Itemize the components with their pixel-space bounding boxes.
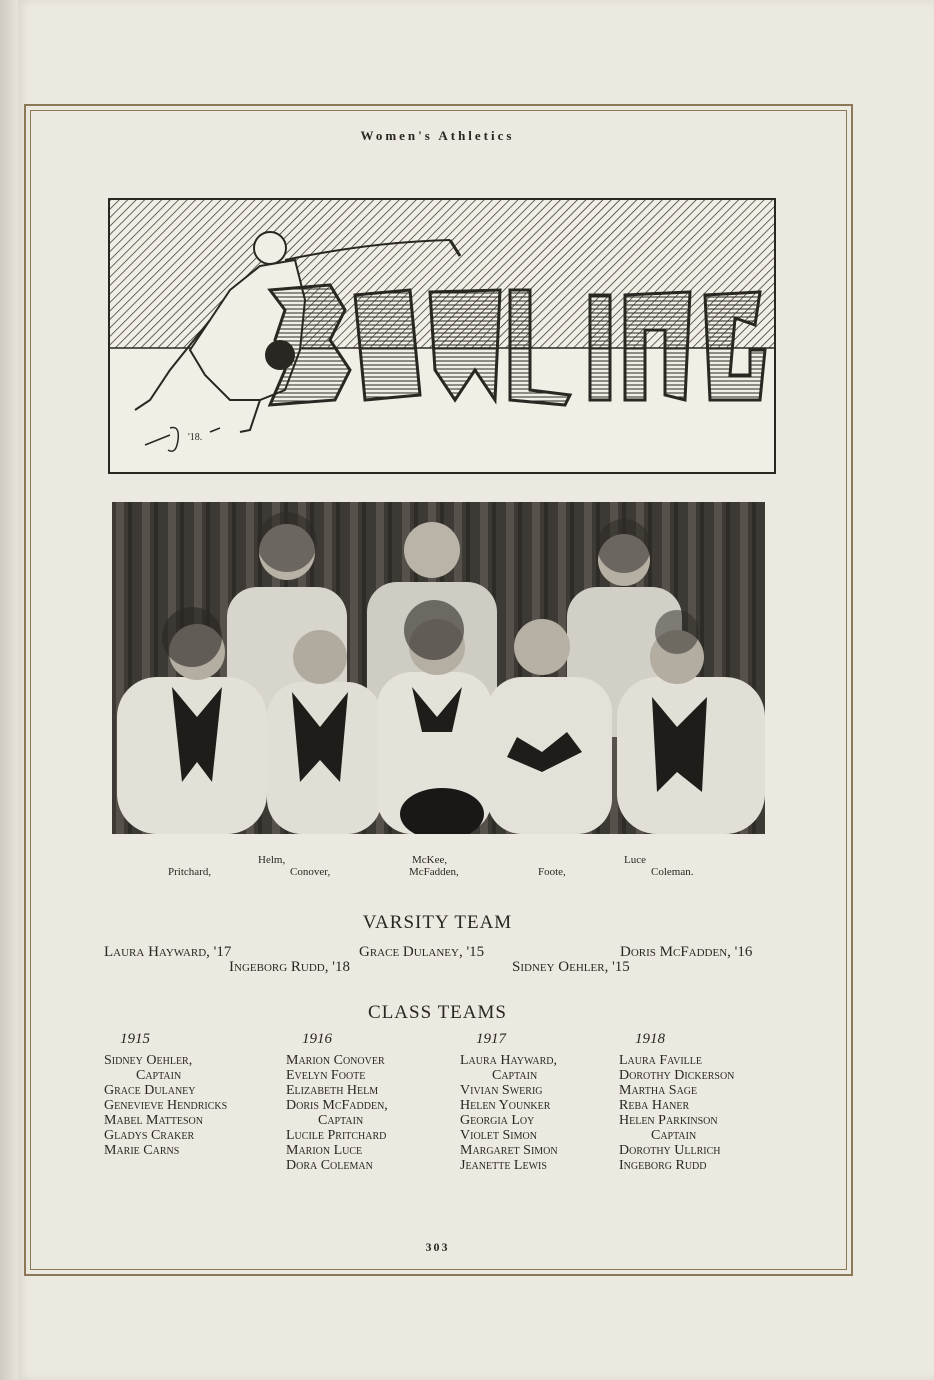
team-member: Jeanette Lewis — [460, 1158, 547, 1173]
class-teams-heading: CLASS TEAMS — [368, 1002, 507, 1023]
varsity-member: Grace Dulaney, '15 — [359, 944, 485, 960]
team-member: Marion Conover — [286, 1053, 385, 1068]
team-member: Grace Dulaney — [104, 1083, 196, 1098]
team-member: Laura Hayward, — [460, 1053, 557, 1068]
team-member: Margaret Simon — [460, 1143, 558, 1158]
varsity-member: Laura Hayward, '17 — [104, 944, 232, 960]
team-member: Violet Simon — [460, 1128, 537, 1143]
class-year: 1918 — [635, 1031, 665, 1047]
team-member: Helen Younker — [460, 1098, 551, 1113]
team-member: Gladys Craker — [104, 1128, 195, 1143]
class-year: 1917 — [476, 1031, 506, 1047]
caption-luce: Luce — [624, 854, 646, 866]
caption-coleman: Coleman. — [651, 866, 694, 878]
team-member: Genevieve Hendricks — [104, 1098, 228, 1113]
team-member: Laura Faville — [619, 1053, 702, 1068]
artist-signature-mark — [145, 428, 220, 452]
bowling-banner-illustration — [108, 198, 776, 474]
artist-signature-year: '18. — [188, 432, 203, 443]
varsity-member: Sidney Oehler, '15 — [512, 959, 630, 975]
class-team-1915 — [104, 1032, 227, 1158]
team-member: Mabel Matteson — [104, 1113, 203, 1128]
varsity-member: Doris McFadden, '16 — [620, 944, 753, 960]
caption-foote: Foote, — [538, 866, 566, 878]
captain-note: Captain — [651, 1128, 697, 1143]
varsity-member: Ingeborg Rudd, '18 — [229, 959, 350, 975]
class-team-1916 — [286, 1032, 388, 1173]
class-year: 1915 — [120, 1031, 150, 1047]
team-member: Martha Sage — [619, 1083, 698, 1098]
class-year: 1916 — [302, 1031, 332, 1047]
running-head: Women's Athletics — [360, 128, 515, 143]
captain-note: Captain — [136, 1068, 182, 1083]
team-photo-art — [112, 502, 765, 834]
caption-pritchard: Pritchard, — [168, 866, 212, 878]
varsity-team-heading: VARSITY TEAM — [362, 912, 513, 933]
caption-mckee: McKee, — [412, 854, 448, 866]
banner-art — [110, 200, 774, 472]
team-member: Elizabeth Helm — [286, 1083, 379, 1098]
team-member: Evelyn Foote — [286, 1068, 366, 1083]
team-member: Doris McFadden, — [286, 1098, 388, 1113]
team-member: Georgia Loy — [460, 1113, 535, 1128]
class-team-1917 — [460, 1032, 558, 1173]
team-photograph — [112, 502, 765, 834]
page-binding-shadow — [0, 0, 18, 1380]
team-member: Reba Haner — [619, 1098, 690, 1113]
captain-note: Captain — [492, 1068, 538, 1083]
team-member: Ingeborg Rudd — [619, 1158, 707, 1173]
front-row-figures — [117, 600, 765, 834]
captain-note: Captain — [318, 1113, 364, 1128]
team-member: Sidney Oehler, — [104, 1053, 193, 1068]
page-number: 303 — [425, 1240, 450, 1254]
team-member: Dorothy Ullrich — [619, 1143, 721, 1158]
caption-conover: Conover, — [290, 866, 331, 878]
caption-helm: Helm, — [258, 854, 286, 866]
team-member: Lucile Pritchard — [286, 1128, 387, 1143]
class-team-1918 — [619, 1032, 734, 1173]
team-member: Marie Carns — [104, 1143, 180, 1158]
team-member: Marion Luce — [286, 1143, 363, 1158]
team-member: Dora Coleman — [286, 1158, 373, 1173]
caption-mcfadden: McFadden, — [409, 866, 459, 878]
team-member: Helen Parkinson — [619, 1113, 718, 1128]
team-member: Dorothy Dickerson — [619, 1068, 735, 1083]
team-member: Vivian Swerig — [460, 1083, 543, 1098]
